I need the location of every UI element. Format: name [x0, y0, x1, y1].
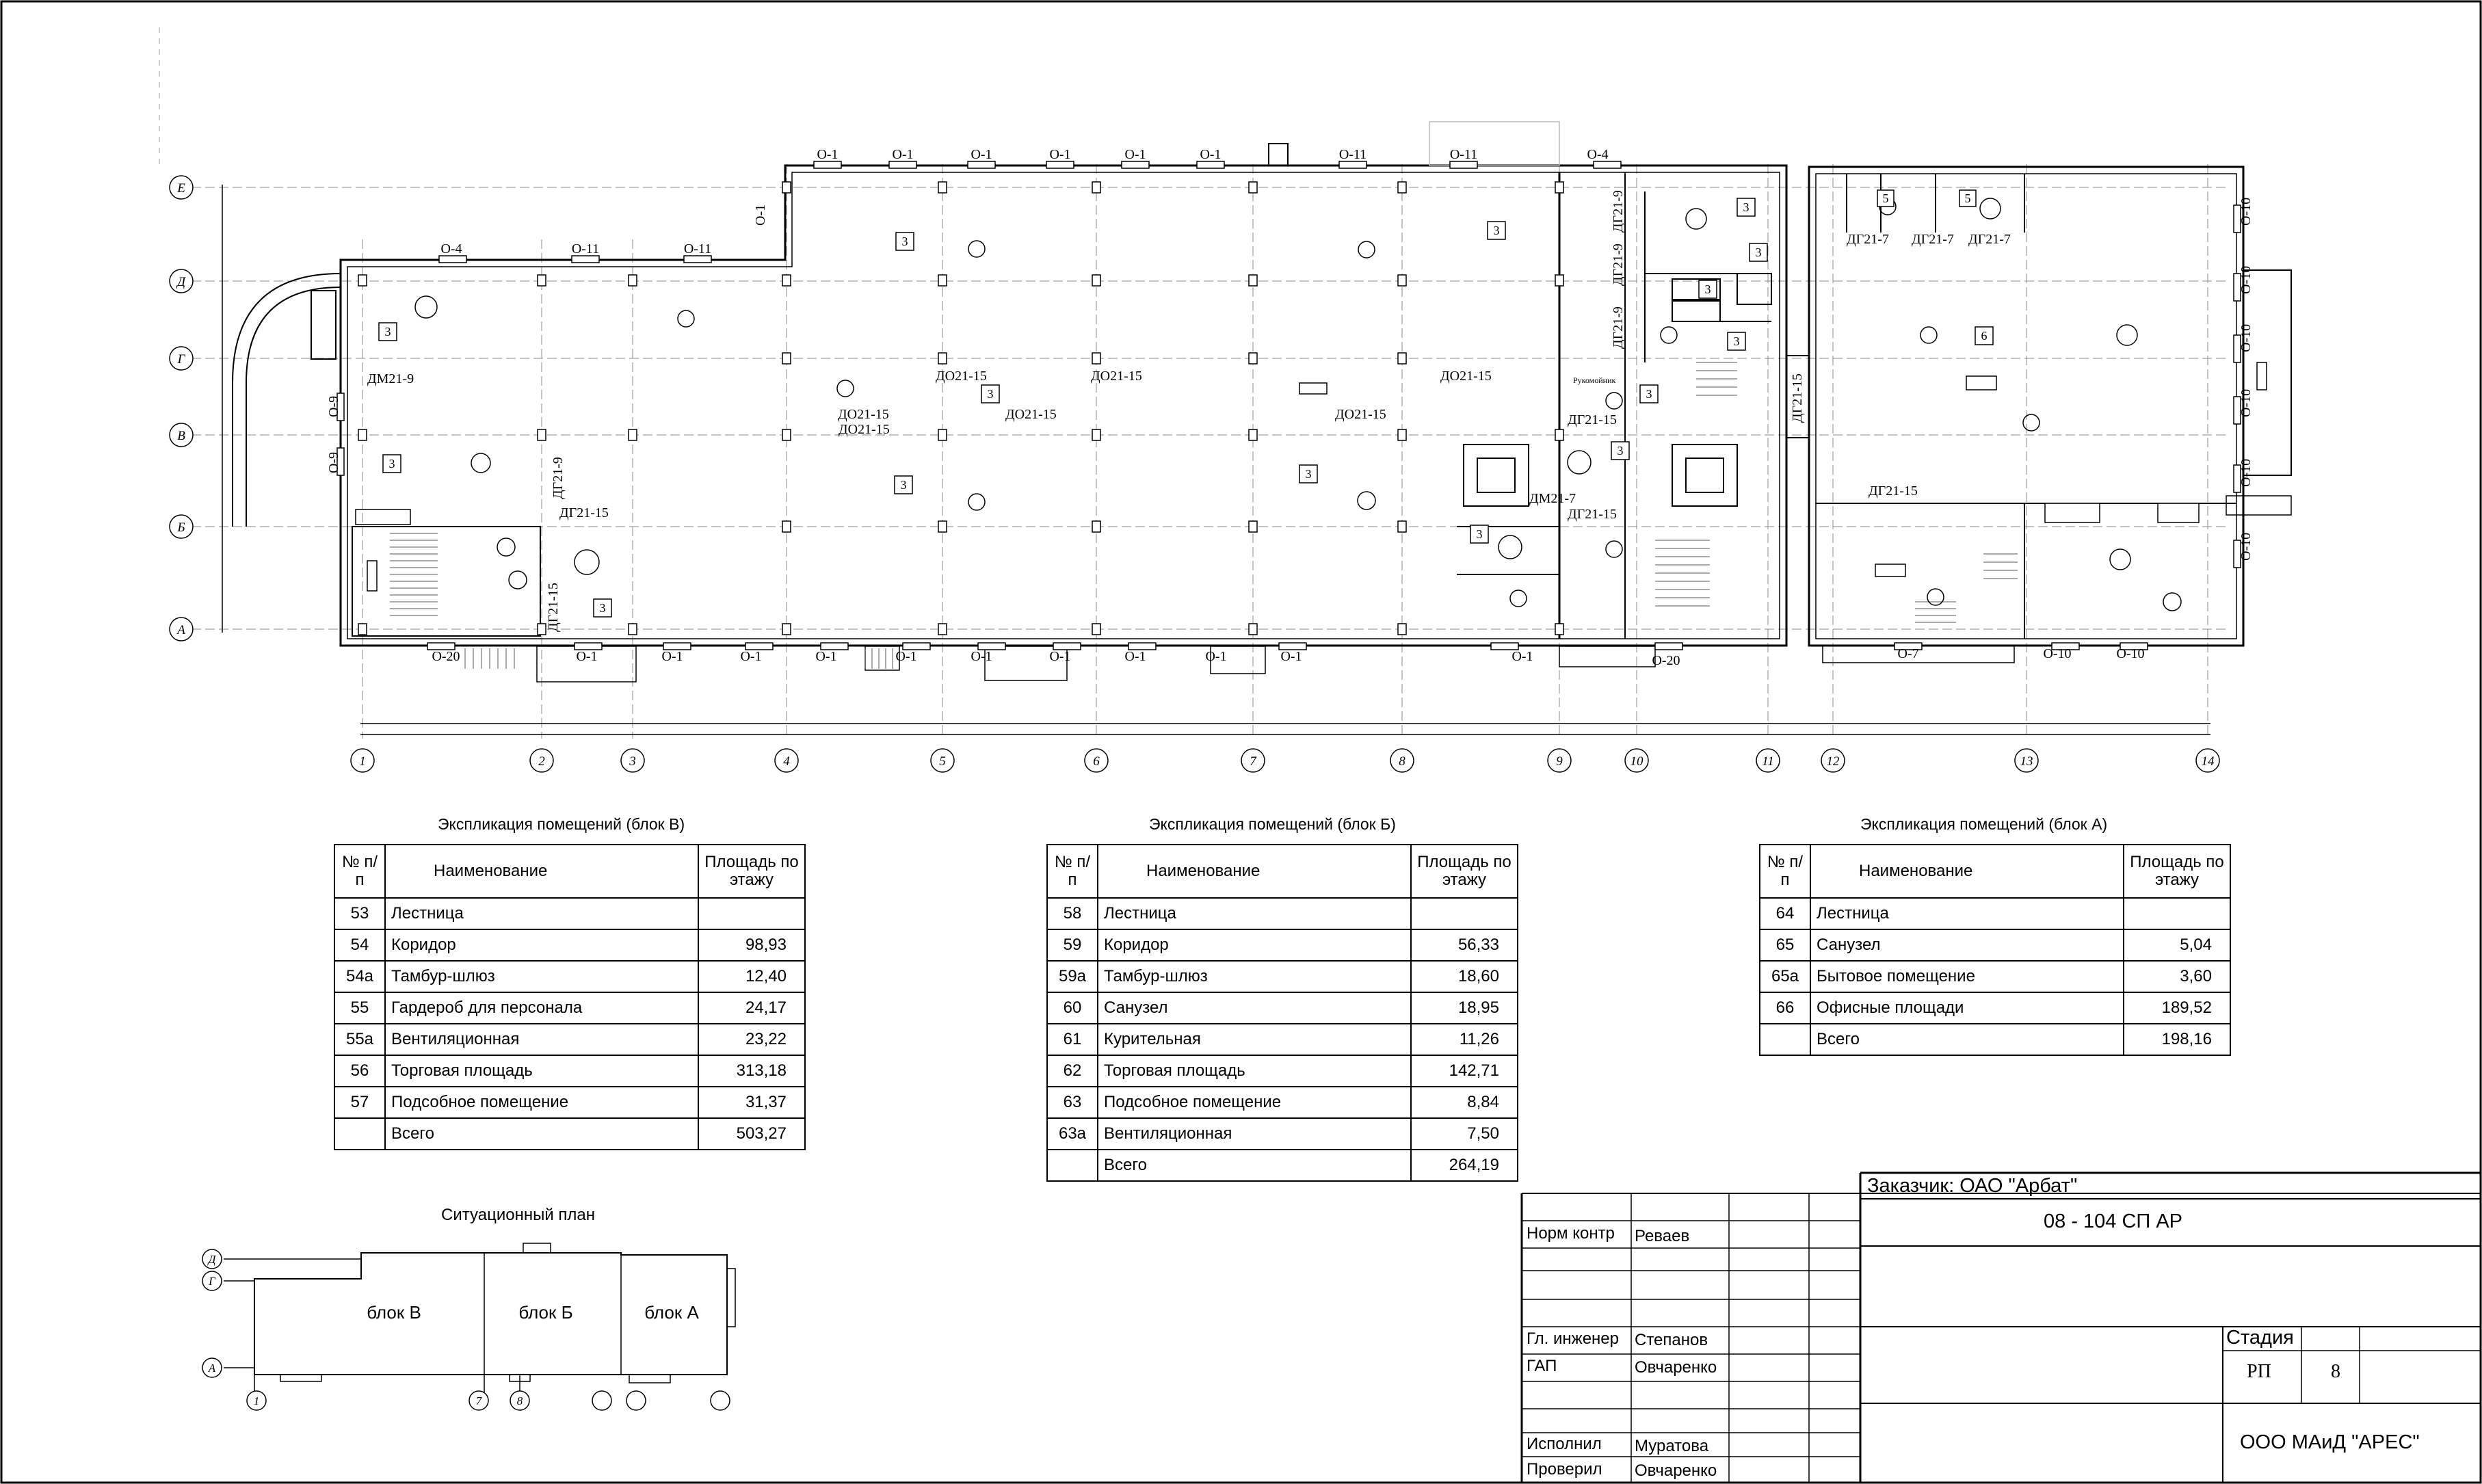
door-label: ДМ21-7 [1529, 491, 1576, 506]
table-row [1760, 961, 2230, 992]
cell-area: 18,60 [1411, 961, 1518, 992]
table-row [1047, 898, 1518, 929]
cell-area [698, 898, 805, 929]
situation-axis: 8 [516, 1394, 523, 1407]
cell-num: 55 [334, 992, 385, 1024]
cell-num: 66 [1760, 992, 1810, 1024]
window-label: О-1 [817, 147, 839, 162]
table-row [334, 961, 805, 992]
door-label: ДГ21-9 [551, 457, 566, 499]
cell-area: 18,95 [1411, 992, 1518, 1024]
window-label: О-10 [2239, 265, 2254, 294]
cell-num: 57 [334, 1087, 385, 1118]
window-label: О-1 [1124, 147, 1146, 162]
cell-name: Всего [1810, 1024, 2124, 1055]
cell-name: Коридор [1098, 929, 1411, 961]
room-number: 3 [1704, 282, 1711, 296]
window-label: О-1 [895, 649, 917, 664]
window-label: О-10 [2239, 532, 2254, 561]
axis-label: А [177, 623, 185, 637]
cell-area: 198,16 [2124, 1024, 2230, 1055]
cell-name: Тамбур-шлюз [1098, 961, 1411, 992]
col-name: Наименование [1098, 845, 1411, 898]
room-number: 3 [1305, 467, 1312, 481]
window-label: О-1 [661, 649, 683, 664]
window-label: О-4 [1587, 147, 1609, 162]
cell-area: 189,52 [2124, 992, 2230, 1024]
room-number: 3 [901, 235, 908, 248]
axis-label: 11 [1762, 754, 1774, 769]
window-label: О-4 [440, 241, 462, 256]
cell-num: 64 [1760, 898, 1810, 929]
door-label: ДГ21-15 [559, 505, 609, 520]
table-row [1760, 898, 2230, 929]
door-label: ДГ21-9 [1611, 306, 1626, 349]
axis-label: Е [177, 181, 185, 196]
table-row [1047, 1024, 1518, 1055]
cell-area: 98,93 [698, 929, 805, 961]
situation-axis: Г [209, 1275, 215, 1288]
door-label: ДГ21-15 [546, 583, 561, 632]
window-label: О-11 [683, 241, 712, 256]
table-row [1760, 992, 2230, 1024]
situation-block-label: блок А [644, 1302, 699, 1323]
table-row [334, 1087, 805, 1118]
table-row [334, 1118, 805, 1150]
cell-area: 142,71 [1411, 1055, 1518, 1087]
table-row [1047, 961, 1518, 992]
table-row [334, 929, 805, 961]
role-gap: ГАП [1527, 1357, 1557, 1375]
cell-num: 61 [1047, 1024, 1098, 1055]
table-row [334, 992, 805, 1024]
stage-label: Стадия [2226, 1327, 2294, 1349]
door-label: ДГ21-7 [1847, 232, 1889, 247]
axis-label: 5 [939, 754, 946, 769]
window-label: О-11 [1338, 147, 1367, 162]
cell-num: 62 [1047, 1055, 1098, 1087]
room-number: 3 [599, 601, 606, 615]
cell-num: 53 [334, 898, 385, 929]
window-label: О-7 [1897, 646, 1919, 661]
room-number: 3 [1743, 200, 1750, 214]
table-row [1047, 992, 1518, 1024]
col-num: № п/п [1760, 845, 1810, 898]
room-number: 3 [1733, 334, 1740, 348]
col-area: Площадь по этажу [2124, 845, 2230, 898]
axis-label: 1 [359, 754, 366, 769]
situation-axis: 1 [253, 1394, 260, 1407]
cell-area: 3,60 [2124, 961, 2230, 992]
cell-num: 59а [1047, 961, 1098, 992]
room-number: 3 [1646, 387, 1652, 401]
room-number: 3 [1476, 527, 1483, 541]
door-label: ДГ21-15 [1869, 483, 1918, 499]
table-title-block-b: Экспликация помещений (блок Б) [1149, 815, 1396, 833]
door-label: ДГ21-15 [1790, 373, 1805, 423]
window-label: О-11 [1449, 147, 1478, 162]
cell-area [2124, 898, 2230, 929]
table-row [1047, 1118, 1518, 1150]
col-name: Наименование [385, 845, 698, 898]
window-label: О-1 [1124, 649, 1146, 664]
role-executed: Исполнил [1527, 1435, 1602, 1453]
cell-num: 60 [1047, 992, 1098, 1024]
window-label: О-1 [740, 649, 762, 664]
table-row [1047, 1087, 1518, 1118]
table-row [1760, 929, 2230, 961]
window-label: О-1 [576, 649, 598, 664]
cell-area: 264,19 [1411, 1150, 1518, 1181]
cell-num: 63а [1047, 1118, 1098, 1150]
window-label: О-1 [1205, 649, 1227, 664]
cell-name: Лестница [1810, 898, 2124, 929]
axis-label: 6 [1093, 754, 1100, 769]
explication-table-block-a [1759, 844, 2231, 1056]
cell-name: Коридор [385, 929, 698, 961]
cell-num [1047, 1150, 1098, 1181]
cell-area: 7,50 [1411, 1118, 1518, 1150]
window-label: О-1 [971, 147, 992, 162]
window-label: О-10 [2239, 388, 2254, 417]
cell-area: 56,33 [1411, 929, 1518, 961]
cell-name: Офисные площади [1810, 992, 2124, 1024]
axis-label: 8 [1399, 754, 1405, 769]
col-name: Наименование [1810, 845, 2124, 898]
cell-name: Вентиляционная [385, 1024, 698, 1055]
cell-area: 503,27 [698, 1118, 805, 1150]
table-row [334, 898, 805, 929]
window-label: О-1 [815, 649, 837, 664]
situation-axis: 7 [475, 1394, 482, 1407]
small-fixture-label: Рукомойник [1573, 375, 1616, 385]
stairs [390, 362, 2018, 669]
cell-area: 24,17 [698, 992, 805, 1024]
cell-name: Курительная [1098, 1024, 1411, 1055]
room-number: 3 [384, 325, 391, 339]
window-label: О-10 [2239, 323, 2254, 352]
axis-label: 12 [1826, 754, 1840, 769]
axis-label: Г [177, 352, 185, 367]
window-label: О-1 [1511, 649, 1533, 664]
cell-name: Торговая площадь [385, 1055, 698, 1087]
project-code: 08 - 104 СП АР [2044, 1210, 2182, 1232]
window-label: О-1 [1049, 649, 1071, 664]
axis-label: 7 [1250, 754, 1256, 769]
axis-label: 9 [1556, 754, 1563, 769]
cell-name: Бытовое помещение [1810, 961, 2124, 992]
door-label: ДГ21-9 [1611, 190, 1626, 233]
col-area: Площадь по этажу [698, 845, 805, 898]
table-row [334, 1024, 805, 1055]
table-title-block-v: Экспликация помещений (блок В) [438, 815, 685, 833]
axis-label: 4 [783, 754, 790, 769]
table-row [1047, 929, 1518, 961]
cell-name: Подсобное помещение [1098, 1087, 1411, 1118]
explication-table-block-b [1046, 844, 1518, 1182]
room-number: 3 [1617, 444, 1624, 458]
window-label: О-1 [971, 649, 992, 664]
door-label: ДГ21-9 [1611, 243, 1626, 286]
cell-num: 65а [1760, 961, 1810, 992]
table-row [1760, 1024, 2230, 1055]
door-label: ДО21-15 [936, 369, 987, 384]
door-label: ДГ21-7 [1968, 232, 2011, 247]
cell-num: 56 [334, 1055, 385, 1087]
window-label: О-11 [571, 241, 600, 256]
door-label: ДО21-15 [1091, 369, 1142, 384]
customer-label: Заказчик: ОАО "Арбат" [1867, 1175, 2078, 1197]
role-checked: Проверил [1527, 1460, 1602, 1479]
cell-name: Санузел [1098, 992, 1411, 1024]
door-label: ДГ21-15 [1568, 507, 1617, 522]
door-label: ДО21-15 [1335, 407, 1386, 422]
cell-name: Всего [1098, 1150, 1411, 1181]
table-row [1047, 1055, 1518, 1087]
door-label: ДО21-15 [1440, 369, 1492, 384]
window-label: О-1 [1049, 147, 1071, 162]
cell-area: 11,26 [1411, 1024, 1518, 1055]
cell-num: 63 [1047, 1087, 1098, 1118]
cell-area: 31,37 [698, 1087, 805, 1118]
room-number: 3 [987, 387, 994, 401]
explication-table-block-v [334, 844, 806, 1150]
cell-area: 5,04 [2124, 929, 2230, 961]
cell-num: 59 [1047, 929, 1098, 961]
cell-name: Вентиляционная [1098, 1118, 1411, 1150]
axis-label: В [177, 429, 185, 443]
room-number: 6 [1981, 329, 1988, 343]
window-label: О-9 [326, 451, 341, 473]
situation-axis: Д [208, 1253, 216, 1266]
cell-name: Подсобное помещение [385, 1087, 698, 1118]
name-executed: Муратова [1635, 1437, 1709, 1455]
stage-value: РП [2247, 1361, 2271, 1382]
room-number: 3 [1493, 224, 1500, 237]
cell-num: 54 [334, 929, 385, 961]
cell-num: 65 [1760, 929, 1810, 961]
axis-label: 2 [538, 754, 545, 769]
situation-plan-title: Ситуационный план [441, 1206, 596, 1224]
axis-label: 3 [629, 754, 636, 769]
role-chief-engineer: Гл. инженер [1527, 1329, 1619, 1348]
cell-num [334, 1118, 385, 1150]
door-label-continuation: ДО21-15 [839, 422, 890, 437]
room-number: 5 [1964, 191, 1971, 205]
table-title-block-a: Экспликация помещений (блок А) [1860, 815, 2108, 833]
axis-label: Д [176, 275, 186, 289]
cell-name: Тамбур-шлюз [385, 961, 698, 992]
cell-area [1411, 898, 1518, 929]
col-area: Площадь по этажу [1411, 845, 1518, 898]
col-num: № п/п [1047, 845, 1098, 898]
name-norm-control: Реваев [1635, 1227, 1690, 1245]
situation-block-label: блок Б [518, 1302, 573, 1323]
name-checked: Овчаренко [1635, 1461, 1717, 1480]
col-num: № п/п [334, 845, 385, 898]
window-label: О-1 [892, 147, 914, 162]
cell-name: Лестница [385, 898, 698, 929]
name-gap: Овчаренко [1635, 1358, 1717, 1377]
window-label: О-20 [432, 649, 460, 664]
window-label: О-10 [2043, 646, 2072, 661]
situation-plan [202, 1243, 735, 1410]
sheet-number: 8 [2331, 1361, 2340, 1382]
cell-name: Всего [385, 1118, 698, 1150]
door-label: ДО21-15 [1005, 407, 1057, 422]
window-label: О-10 [2239, 197, 2254, 226]
window-label: О-10 [2116, 646, 2145, 661]
situation-axis: А [208, 1362, 216, 1375]
cell-num: 54а [334, 961, 385, 992]
window-label: О-9 [326, 395, 341, 417]
window-label: О-1 [753, 204, 768, 226]
door-label: ДО21-15 [838, 407, 889, 422]
cell-num: 55а [334, 1024, 385, 1055]
cell-name: Гардероб для персонала [385, 992, 698, 1024]
cell-num [1760, 1024, 1810, 1055]
room-number: 3 [900, 478, 907, 492]
table-row [1047, 1150, 1518, 1181]
room-number: 3 [388, 457, 395, 471]
door-label: ДГ21-7 [1912, 232, 1954, 247]
cell-area: 23,22 [698, 1024, 805, 1055]
cell-area: 8,84 [1411, 1087, 1518, 1118]
table-row [334, 1055, 805, 1087]
company-name: ООО МАиД "АРЕС" [2240, 1431, 2420, 1453]
room-number: 5 [1882, 191, 1889, 205]
axis-label: 13 [2020, 754, 2033, 769]
cell-name: Санузел [1810, 929, 2124, 961]
cell-num: 58 [1047, 898, 1098, 929]
door-label: ДМ21-9 [367, 371, 414, 386]
room-number: 3 [1755, 246, 1762, 259]
cell-name: Лестница [1098, 898, 1411, 929]
window-label: О-10 [2239, 458, 2254, 487]
role-norm-control: Норм контр [1527, 1224, 1615, 1243]
axis-label: 10 [1630, 754, 1643, 769]
window-label: О-1 [1280, 649, 1302, 664]
cell-area: 313,18 [698, 1055, 805, 1087]
name-chief-engineer: Степанов [1635, 1331, 1708, 1349]
cell-area: 12,40 [698, 961, 805, 992]
axis-label: 14 [2201, 754, 2215, 769]
situation-block-label: блок В [367, 1302, 421, 1323]
window-label: О-1 [1200, 147, 1222, 162]
room-marks [379, 190, 1993, 617]
door-label: ДГ21-15 [1568, 412, 1617, 427]
axis-label: Б [177, 520, 185, 535]
cell-name: Торговая площадь [1098, 1055, 1411, 1087]
axis-letters [170, 176, 193, 641]
window-label: О-20 [1652, 653, 1680, 668]
